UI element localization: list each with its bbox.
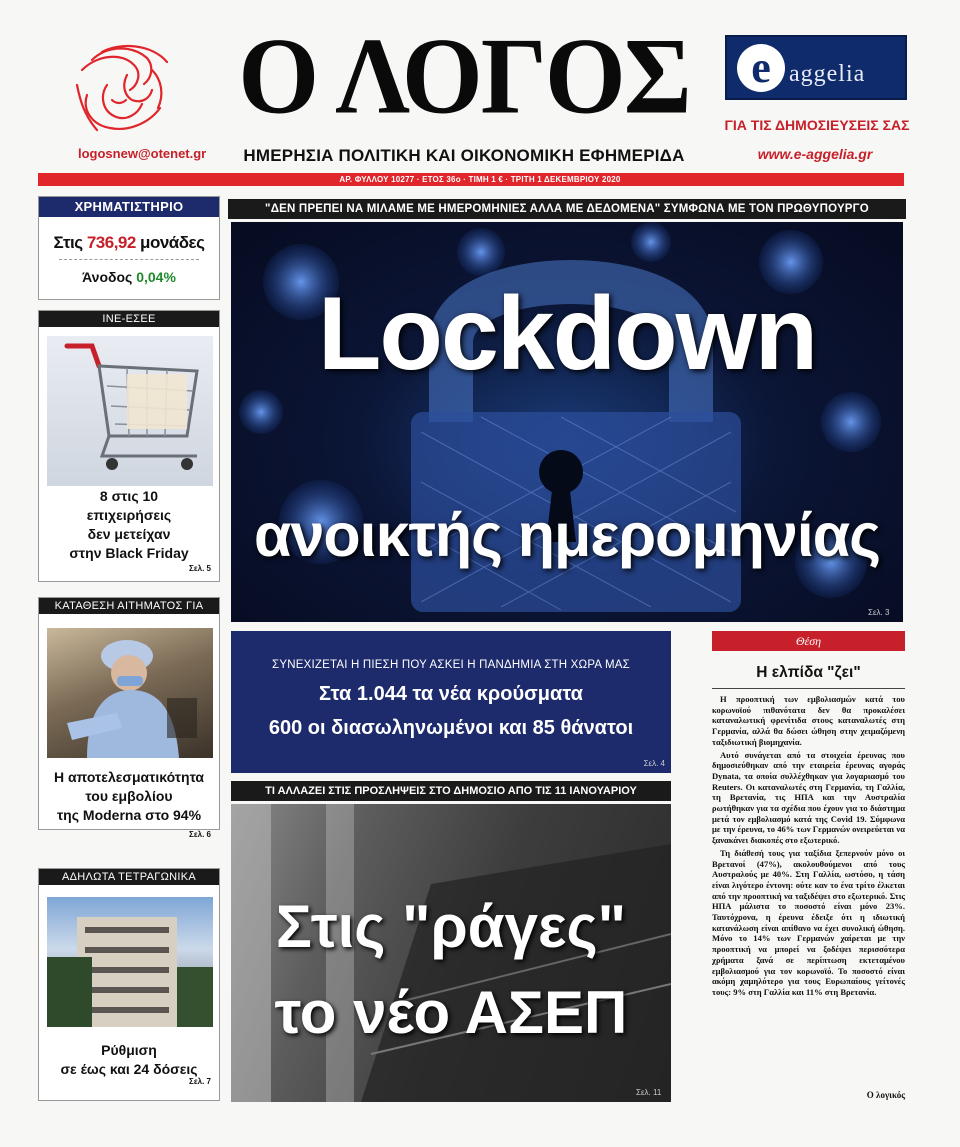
lab-worker-photo <box>47 628 213 758</box>
eaggelia-tagline: ΓΙΑ ΤΙΣ ΔΗΜΟΣΙΕΥΣΕΙΣ ΣΑΣ <box>724 117 910 133</box>
divider <box>712 688 905 689</box>
asep-kicker[interactable]: ΤΙ ΑΛΛΑΖΕΙ ΣΤΙΣ ΠΡΟΣΛΗΨΕΙΣ ΣΤΟ ΔΗΜΟΣΙΟ ΑΠΟ ΤΙΣ 11 ΙΑΝΟΥΑΡΙΟΥ <box>231 781 671 801</box>
page-ref: Σελ. 3 <box>868 608 890 617</box>
lead-headline[interactable]: Lockdown <box>317 276 817 392</box>
contact-email[interactable]: logosnew@otenet.gr <box>78 146 207 161</box>
eaggelia-wordmark: aggelia <box>789 61 866 87</box>
teaser-moderna[interactable] <box>38 597 220 839</box>
lead-kicker[interactable]: "ΔΕΝ ΠΡΕΠΕΙ ΝΑ ΜΙΛΑΜΕ ΜΕ ΗΜΕΡΟΜΗΝΙΕΣ ΑΛΛΑ ΜΕ ΔΕΔΟΜΕΝΑ" ΣΥΜΦΩΝΑ ΜΕ ΤΟΝ ΠΡΩΘΥΠΟΥΡΓΟ <box>228 199 906 219</box>
stock-change-line: Άνοδος 0,04% <box>82 269 176 285</box>
teaser-header: ΑΔΗΛΩΤΑ ΤΕΤΡΑΓΩΝΙΚΑ <box>39 869 219 885</box>
page-ref: Σελ. 7 <box>189 1077 211 1086</box>
eaggelia-e-icon: e <box>737 44 785 92</box>
covid-headline-2: 600 οι διασωληνωμένοι και 85 θάνατοι <box>268 717 634 739</box>
opinion-signature: Ο λογικός <box>866 1090 905 1100</box>
teaser-caption: Ρύθμιση σε έως και 24 δόσεις <box>60 1042 198 1077</box>
newspaper-title: Ο ΛΟΓΟΣ <box>238 15 690 137</box>
teaser-caption: Η αποτελεσματικότητα του εμβολίου της Moderna στο 94% <box>53 769 205 823</box>
opinion-paragraph: Τη διάθεσή τους για ταξίδια ξεπερνούν μόνο οι Βρετανοί (47%), ακολουθούμενοι από τους Αυστραλούς με 40%. Στη Γαλλία, ωστόσο, η τάση είναι λιγότερο έντονη: ούτε καν το ένα τρίτο έλκεται από την προοπτική να ταξιδέψει στο εξωτερικό. Στις ΗΠΑ μάλιστα το ποσοστό είναι μόνο 23%. Ταυτόχρονα, η έρευνα έδειξε ότι η ιδιωτική κατανάλωση είναι απίθανο να έχει συνολική ώθηση. Μόνο το 14% των Γερμανών χαίρεται με την προοπτική να μπορεί να ξοδέψει περισσότερα χρήματα ξανά σε περίπτωση εκτεταμένου εμβολιασμού για τον κορωνοϊό. Το ποσοστό είναι ακόμη χαμηλότερο για τους Ευρωπαίους γείτονές τους: 9% στη Γαλλία και 11% στη Βρετανία. <box>712 847 905 997</box>
page-ref: Σελ. 11 <box>636 1088 662 1097</box>
teaser-tetragonika[interactable] <box>38 868 220 1101</box>
eaggelia-logo[interactable] <box>725 35 907 100</box>
covid-story[interactable] <box>231 631 671 773</box>
asep-headline-1[interactable]: Στις "ράγες" <box>275 893 627 960</box>
building-photo <box>47 897 213 1027</box>
teaser-header: ΙΝΕ-ΕΣΕΕ <box>39 311 219 327</box>
newspaper-subtitle: ΗΜΕΡΗΣΙΑ ΠΟΛΙΤΙΚΗ ΚΑΙ ΟΙΚΟΝΟΜΙΚΗ ΕΦΗΜΕΡΙΔΑ <box>243 146 685 165</box>
stock-points: 736,92 <box>86 233 136 252</box>
eaggelia-url[interactable]: www.e-aggelia.gr <box>757 146 873 162</box>
teaser-header: ΚΑΤΑΘΕΣΗ ΑΙΤΗΜΑΤΟΣ ΓΙΑ ΕΓΚΡΙΣΗ <box>39 598 219 614</box>
opinion-tag: Θέση <box>712 631 905 651</box>
divider <box>59 259 199 260</box>
opinion-body <box>712 694 905 1000</box>
stock-change: 0,04% <box>136 269 176 285</box>
page-ref: Σελ. 6 <box>189 830 211 839</box>
opinion-paragraph: Αυτό συνάγεται από τα στοιχεία έρευνας που δημοσιεύθηκαν από την εταιρεία έρευνας αγοράς Dynata, τα οποία συλλέχθηκαν για λογαριασμό του Reuters. Οι καταναλωτές στη Γερμανία, τη Γαλλία, τη Βρετανία, τις ΗΠΑ και την Αυστραλία ρωτήθηκαν για τα σχέδια που έχουν για το διάστημα μετά τον εμβολιασμό κατά της Covid 19. Σύμφωνα με την έρευνα, το 46% των Γερμανών ονειρεύεται να ξανακάνει διακοπές στο εξωτερικό. <box>712 749 905 846</box>
page-ref: Σελ. 5 <box>189 564 211 573</box>
page-ref: Σελ. 4 <box>643 759 665 768</box>
asep-headline-2[interactable]: το νέο ΑΣΕΠ <box>274 979 628 1046</box>
opinion-paragraph: Η προοπτική των εμβολιασμών κατά του κορωνοϊού πιθανότατα δεν θα προκαλέσει καταναλωτική φρενίτιδα στους καταναλωτές στη Γερμανία, αλλά θα δώσει ώθηση στην χειμαζόμενη ταξιδιωτική βιομηχανία. <box>712 694 905 747</box>
covid-headline-1: Στα 1.044 τα νέα κρούσματα <box>319 683 583 705</box>
covid-kicker: ΣΥΝΕΧΙΖΕΤΑΙ Η ΠΙΕΣΗ ΠΟΥ ΑΣΚΕΙ Η ΠΑΝΔΗΜΙΑ ΣΤΗ ΧΩΡΑ ΜΑΣ <box>272 659 630 671</box>
shopping-cart-photo <box>47 336 213 486</box>
teaser-caption: 8 στις 10 επιχειρήσεις δεν μετείχαν στην Black Friday <box>69 488 189 561</box>
stock-points-line: Στις 736,92 μονάδες <box>53 233 205 252</box>
teaser-black-friday[interactable] <box>38 310 220 582</box>
opinion-headline[interactable]: Η ελπίδα "ζει" <box>756 664 861 681</box>
lead-subheadline[interactable]: ανοικτής ημερομηνίας <box>253 501 880 569</box>
stock-header: ΧΡΗΜΑΤΙΣΤΗΡΙΟ <box>39 197 219 217</box>
newspaper-logo <box>72 40 182 140</box>
issue-line: ΑΡ. ΦΥΛΛΟΥ 10277 · ΕΤΟΣ 36ο · ΤΙΜΗ 1 € · ΤΡΙΤΗ 1 ΔΕΚΕΜΒΡΙΟΥ 2020 <box>339 175 621 184</box>
stock-market-box[interactable] <box>38 196 220 300</box>
